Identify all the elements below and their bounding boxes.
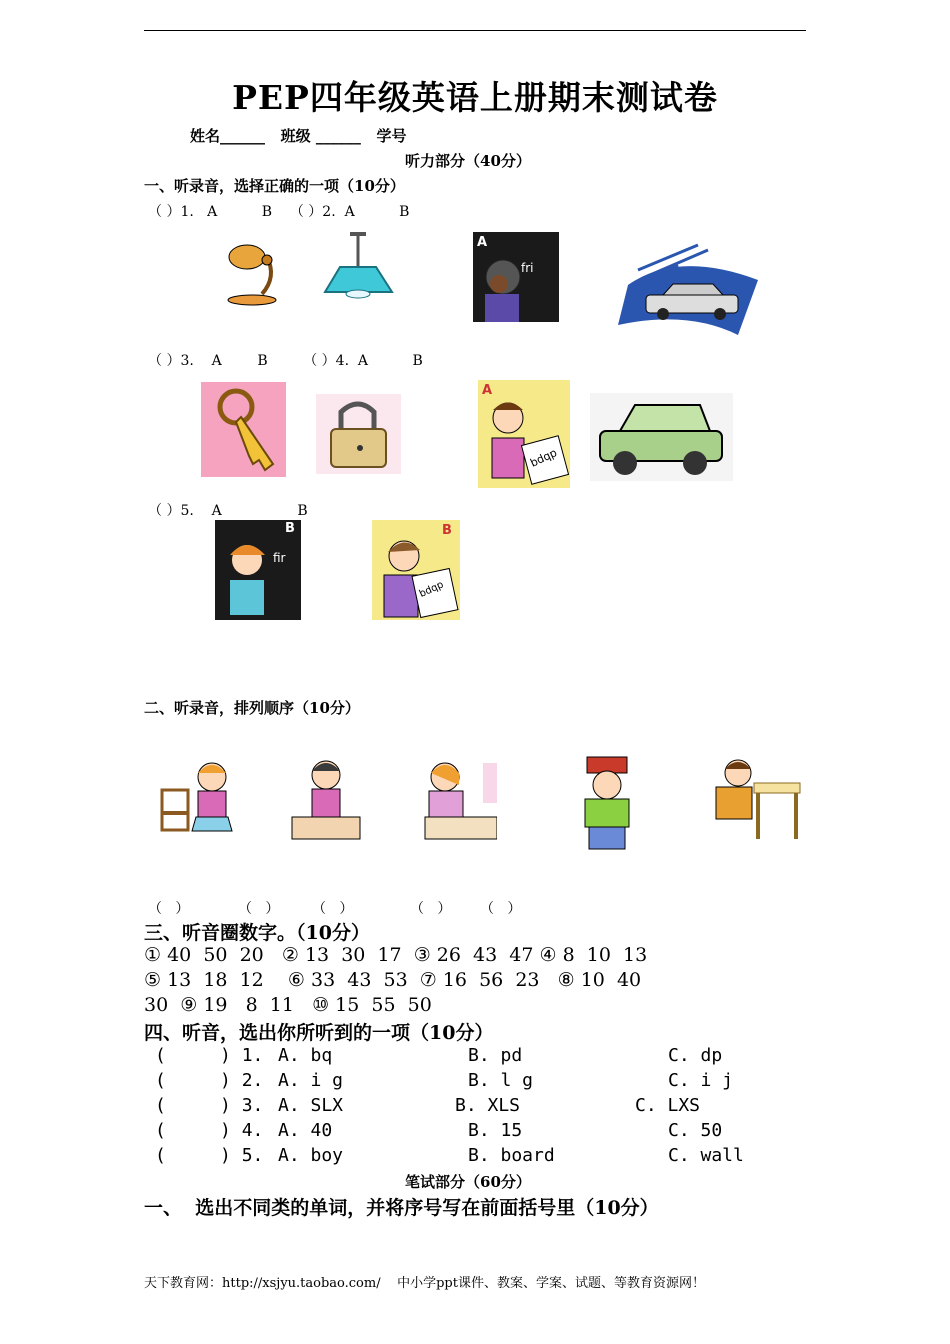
order-bracket-3[interactable]: （ ） [312, 901, 354, 917]
picture-word-fri: fri [521, 261, 534, 275]
section3-line-1: ① 40 50 20 ② 13 30 17 ③ 26 43 47 ④ 8 10 13 [144, 944, 648, 966]
picture-word-bdqp-2: bdqp [417, 579, 446, 601]
listening-header: 听力部分（40分） [405, 152, 531, 170]
section1-row2: （ ）3. A B （ ）4. A B [148, 353, 423, 369]
question-number: ( ) 1. [155, 1045, 264, 1066]
top-rule [144, 30, 806, 31]
option-a: A. 40 [278, 1120, 333, 1141]
option-b: B. 15 [468, 1120, 523, 1141]
padlock-picture [316, 394, 401, 474]
section3-line-2: ⑤ 13 18 12 ⑥ 33 43 53 ⑦ 16 56 23 ⑧ 10 40 [144, 969, 642, 991]
question-number: ( ) 5. [155, 1145, 264, 1166]
option-c: C. 50 [668, 1120, 723, 1141]
boy-with-desk-picture [708, 755, 803, 843]
section3-line-3: 30 ⑨ 19 8 11 ⑩ 15 55 50 [144, 994, 432, 1016]
order-bracket-5[interactable]: （ ） [480, 901, 522, 917]
girl-writing-bdqp-picture [478, 380, 570, 488]
order-bracket-1[interactable]: （ ） [148, 901, 190, 917]
order-bracket-4[interactable]: （ ） [410, 901, 452, 917]
picture-label-a: A [477, 235, 488, 250]
desk-lamp-picture [222, 232, 292, 307]
question-number: ( ) 2. [155, 1070, 264, 1091]
section1-heading: 一、听录音，选择正确的一项（10分） [144, 177, 405, 195]
option-b: B. board [468, 1145, 555, 1166]
boy-writing-bdqp-picture [372, 520, 460, 620]
option-a: A. bq [278, 1045, 333, 1066]
option-a: A. i g [278, 1070, 344, 1091]
option-c: C. LXS [635, 1095, 701, 1116]
girl-at-desk-picture [415, 755, 497, 843]
girl-writing-fir-picture [215, 520, 301, 620]
page-footer: 天下教育网：http://xsjyu.taobao.com/ 中小学ppt课件、教案、学案、试题、等教育资源网！ [144, 1276, 705, 1291]
option-a: A. boy [278, 1145, 344, 1166]
student-info-line: 姓名______ 班级 ______ 学号 [190, 127, 407, 145]
section4-heading: 四、听音，选出你所听到的一项（10分） [144, 1022, 494, 1044]
girl-with-bag-picture [290, 755, 362, 843]
boy-writing-fri-picture [473, 232, 559, 322]
picture-label-b2: B [442, 523, 452, 538]
ceiling-lamp-picture [320, 232, 400, 302]
picture-label-a2: A [482, 383, 493, 398]
question-number: ( ) 4. [155, 1120, 264, 1141]
picture-word-bdqp: bdqp [528, 446, 560, 470]
boy-with-box-on-head-picture [575, 755, 640, 852]
option-c: C. i j [668, 1070, 734, 1091]
question-number: ( ) 3. [155, 1095, 264, 1116]
option-b: B. l g [468, 1070, 534, 1091]
key-picture [201, 382, 286, 477]
order-bracket-2[interactable]: （ ） [238, 901, 280, 917]
written-header: 笔试部分（60分） [405, 1173, 531, 1191]
option-c: C. dp [668, 1045, 723, 1066]
option-c: C. wall [668, 1145, 744, 1166]
option-b: B. XLS [455, 1095, 521, 1116]
written-section1-heading: 一、 选出不同类的单词，并将序号写在前面括号里（10分） [144, 1197, 659, 1219]
section1-row1: （ ）1. A B （ ）2. A B [148, 204, 410, 220]
section2-heading: 二、听录音，排列顺序（10分） [144, 699, 360, 717]
picture-label-b: B [285, 521, 295, 536]
option-a: A. SLX [278, 1095, 344, 1116]
jeep-picture [590, 393, 733, 481]
girl-with-chair-picture [160, 755, 240, 845]
page-title: PEP四年级英语上册期末测试卷 [232, 78, 718, 117]
section1-row3: （ ）5. A B [148, 503, 308, 519]
option-b: B. pd [468, 1045, 523, 1066]
taxi-picture [618, 240, 763, 340]
section3-heading: 三、听音圈数字。（10分） [144, 922, 370, 944]
picture-word-fir: fir [273, 551, 286, 565]
